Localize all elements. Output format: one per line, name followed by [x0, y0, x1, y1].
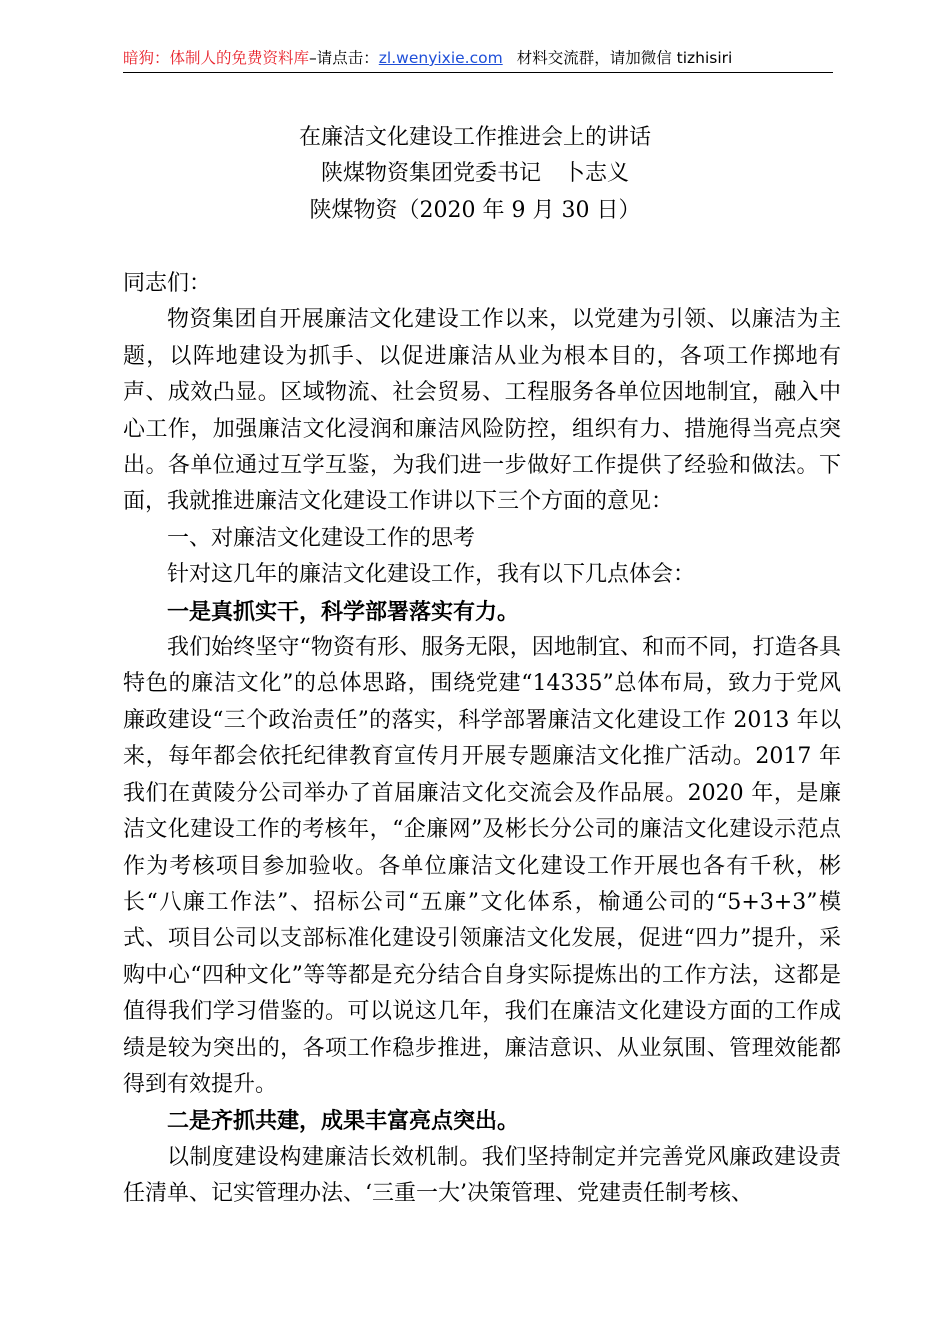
- header-divider: [123, 72, 833, 73]
- section-heading-1: 一、对廉洁文化建设工作的思考: [167, 525, 476, 551]
- header-click-label: –请点击：: [309, 49, 379, 67]
- speaker-line: [0, 157, 950, 191]
- speaker-role: 陕煤物资集团党委书记: [320, 161, 541, 186]
- paragraph-4: 以制度建设构建廉洁长效机制。我们坚持制定并完善党风廉政建设责任清单、记实管理办法、‘三重一大’决策管理、党建责任制考核、: [123, 1144, 841, 1207]
- speaker-name: 卜志义: [563, 161, 630, 186]
- header-wechat-note: 材料交流群，请加微信 tizhisiri: [516, 49, 733, 67]
- point-heading-2: 二是齐抓共建，成果丰富亮点突出。: [167, 1108, 520, 1135]
- source-date-line: 陕煤物资（2020 年 9 月 30 日）: [309, 198, 641, 223]
- document-header: [123, 44, 833, 72]
- paragraph-3: 我们始终坚守“物资有形、服务无限，因地制宜、和而不同，打造各具特色的廉洁文化”的总体思路，围绕党建“14335”总体布局，致力于党风廉政建设“三个政治责任”的落实，科学部署廉洁文化建设工作 2013 年以来，每年都会依托纪律教育宣传月开展专题廉洁文化推广活动。2017 年我们在黄陵分公司举办了首届廉洁文化交流会及作品展。2020 年，是廉洁文化建设工作的考核年，“企廉网”及彬长分公司的廉洁文化建设示范点作为考核项目参加验收。各单位廉洁文化建设工作开展也各有千秋，彬长“八廉工作法”、招标公司“五廉”文化体系，榆通公司的“5+3+3”模式、项目公司以支部标准化建设引领廉洁文化发展，促进“四力”提升，采购中心“四种文化”等等都是充分结合自身实际提炼出的工作方法，这都是值得我们学习借鉴的。可以说这几年，我们在廉洁文化建设方面的工作成绩是较为突出的，各项工作稳步推进，廉洁意识、从业氛围、管理效能都得到有效提升。: [123, 635, 841, 1097]
- paragraph-2: 针对这几年的廉洁文化建设工作，我有以下几点体会：: [167, 562, 696, 588]
- greeting: 同志们：: [123, 271, 212, 296]
- point-heading-1: 一是真抓实干，科学部署落实有力。: [167, 598, 520, 625]
- speech-body: [123, 266, 841, 1213]
- speech-title: 在廉洁文化建设工作推进会上的讲话: [298, 125, 651, 150]
- header-site-label: 暗狗：体制人的免费资料库: [123, 49, 310, 67]
- paragraph-1: 物资集团自开展廉洁文化建设工作以来，以党建为引领、以廉洁为主题，以阵地建设为抓手、以促进廉洁从业为根本目的，各项工作掷地有声、成效凸显。区域物流、社会贸易、工程服务各单位因地制宜，融入中心工作，加强廉洁文化浸润和廉洁风险防控，组织有力、措施得当亮点突出。各单位通过互学互鉴，为我们进一步做好工作提供了经验和做法。下面，我就推进廉洁文化建设工作讲以下三个方面的意见：: [123, 307, 841, 515]
- header-url-link[interactable]: zl.wenyixie.com: [378, 49, 503, 67]
